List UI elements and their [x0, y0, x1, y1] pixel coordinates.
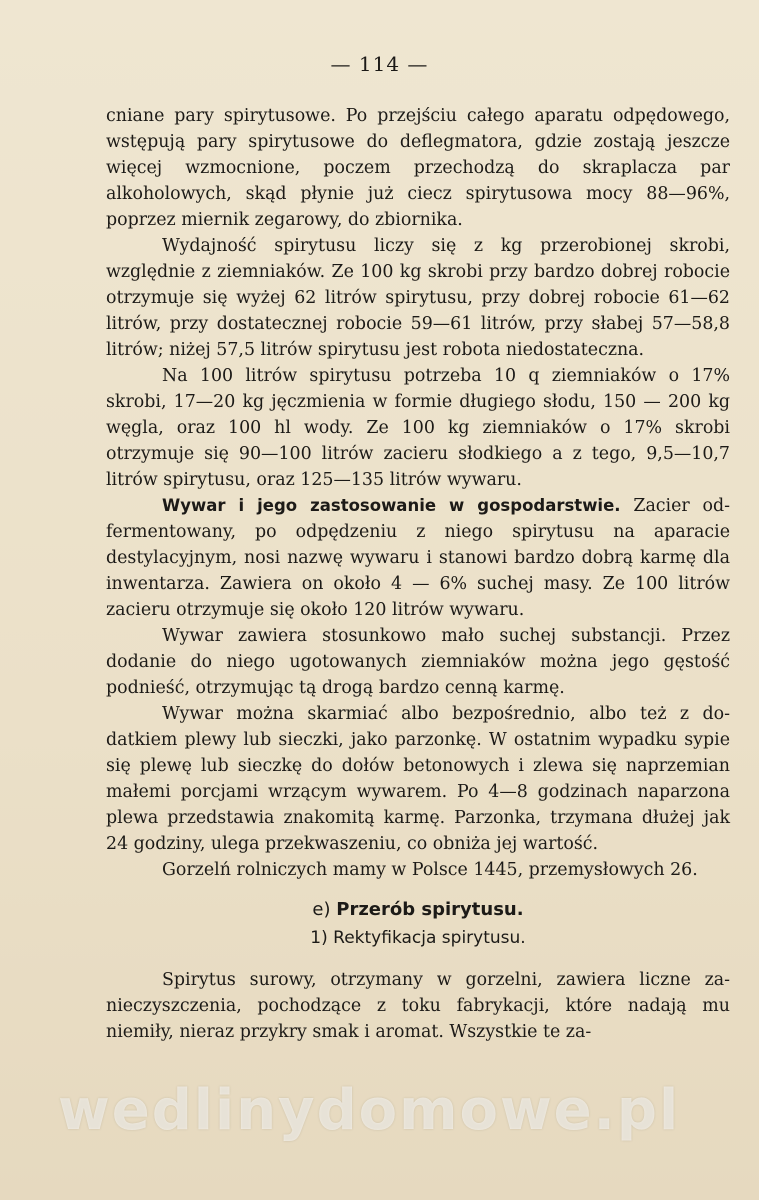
- paragraph-rectification: Spirytus surowy, otrzymany w gorzelni, zawiera liczne zanieczyszczenia, pochodzące z toku fabrykacji, które nadają mu niemiły, nieraz przykry smak i aromat. Wszystkie te za-: [106, 970, 730, 1042]
- paragraph-substance: Wywar zawiera stosunkowo mało suchej substancji. Przez dodanie do niego ugotowanych ziemniaków można jego gęstość podnieść, otrzymując tą drogą bardzo cenną karmę.: [106, 626, 730, 698]
- section-letter: e): [312, 899, 331, 920]
- section-heading: [106, 897, 730, 923]
- paragraph-distilleries: Gorzelń rolniczych mamy w Polsce 1445, przemysłowych 26.: [162, 860, 698, 880]
- wywar-heading: Wywar i jego zastosowanie w gospodarstwie.: [162, 496, 621, 515]
- watermark: wedlinydomowe.pl: [58, 1078, 681, 1143]
- subsection-number: 1): [310, 928, 328, 948]
- page-number: — 114 —: [330, 52, 429, 76]
- wywar-text: Zacier odfermentowany, po odpędzeniu z niego spirytusu na aparacie destylacyjnym, nosi nazwę wywaru i stanowi bardzo dobrą karmę dla inwentarza. Zawiera on około 4 — 6% suchej masy. Ze 100 litrów zacieru otrzymuje się około 120 litrów wywaru.: [106, 496, 730, 620]
- paragraph-feeding: Wywar można skarmiać albo bezpośrednio, albo też z dodatkiem plewy lub sieczki, jako parzonkę. W ostatnim wypadku sypie się plewę lub sieczkę do dołów betonowych i zlewa się naprzemian małemi porcjami wrzącym wywarem. Po 4—8 godzinach naparzona plewa przedstawia znakomitą karmę. Parzonka, trzymana dłużej jak 24 godziny, ulega przekwaszeniu, co obniża jej wartość.: [106, 704, 730, 854]
- paragraph-wywar: [106, 493, 730, 623]
- paragraph-yield: Wydajność spirytusu liczy się z kg przerobionej skrobi, względnie z ziemniaków. Ze 100 kg skrobi przy bardzo dobrej robocie otrzymuje się wyżej 62 litrów spirytusu, przy dobrej robocie 61—62 litrów, przy dostatecznej robocie 59—61 litrów, przy słabej 57—58,8 litrów; niżej 57,5 litrów spirytusu jest robota niedostateczna.: [106, 236, 730, 360]
- subsection-heading: [106, 925, 730, 951]
- paragraph-continuation: cniane pary spirytusowe. Po przejściu całego aparatu odpędowego, wstępują pary spirytusowe do deflegmatora, gdzie zostają jeszcze więcej wzmocnione, poczem przechodzą do skraplacza par alkoholowych, skąd płynie już ciecz spirytusowa mocy 88—96%, poprzez miernik zegarowy, do zbiornika.: [106, 106, 730, 230]
- section-title: Przerób spirytusu.: [336, 899, 524, 920]
- paragraph-requirements: Na 100 litrów spirytusu potrzeba 10 q ziemniaków o 17% skrobi, 17—20 kg jęczmienia w formie długiego słodu, 150 — 200 kg węgla, oraz 100 hl wody. Ze 100 kg ziemniaków o 17% skrobi otrzymuje się 90—100 litrów zacieru słodkiego a z tego, 9,5—10,7 litrów spirytusu, oraz 125—135 litrów wywaru.: [106, 366, 730, 490]
- subsection-title: Rektyfikacja spirytusu.: [333, 928, 526, 948]
- body-text: [106, 103, 730, 1045]
